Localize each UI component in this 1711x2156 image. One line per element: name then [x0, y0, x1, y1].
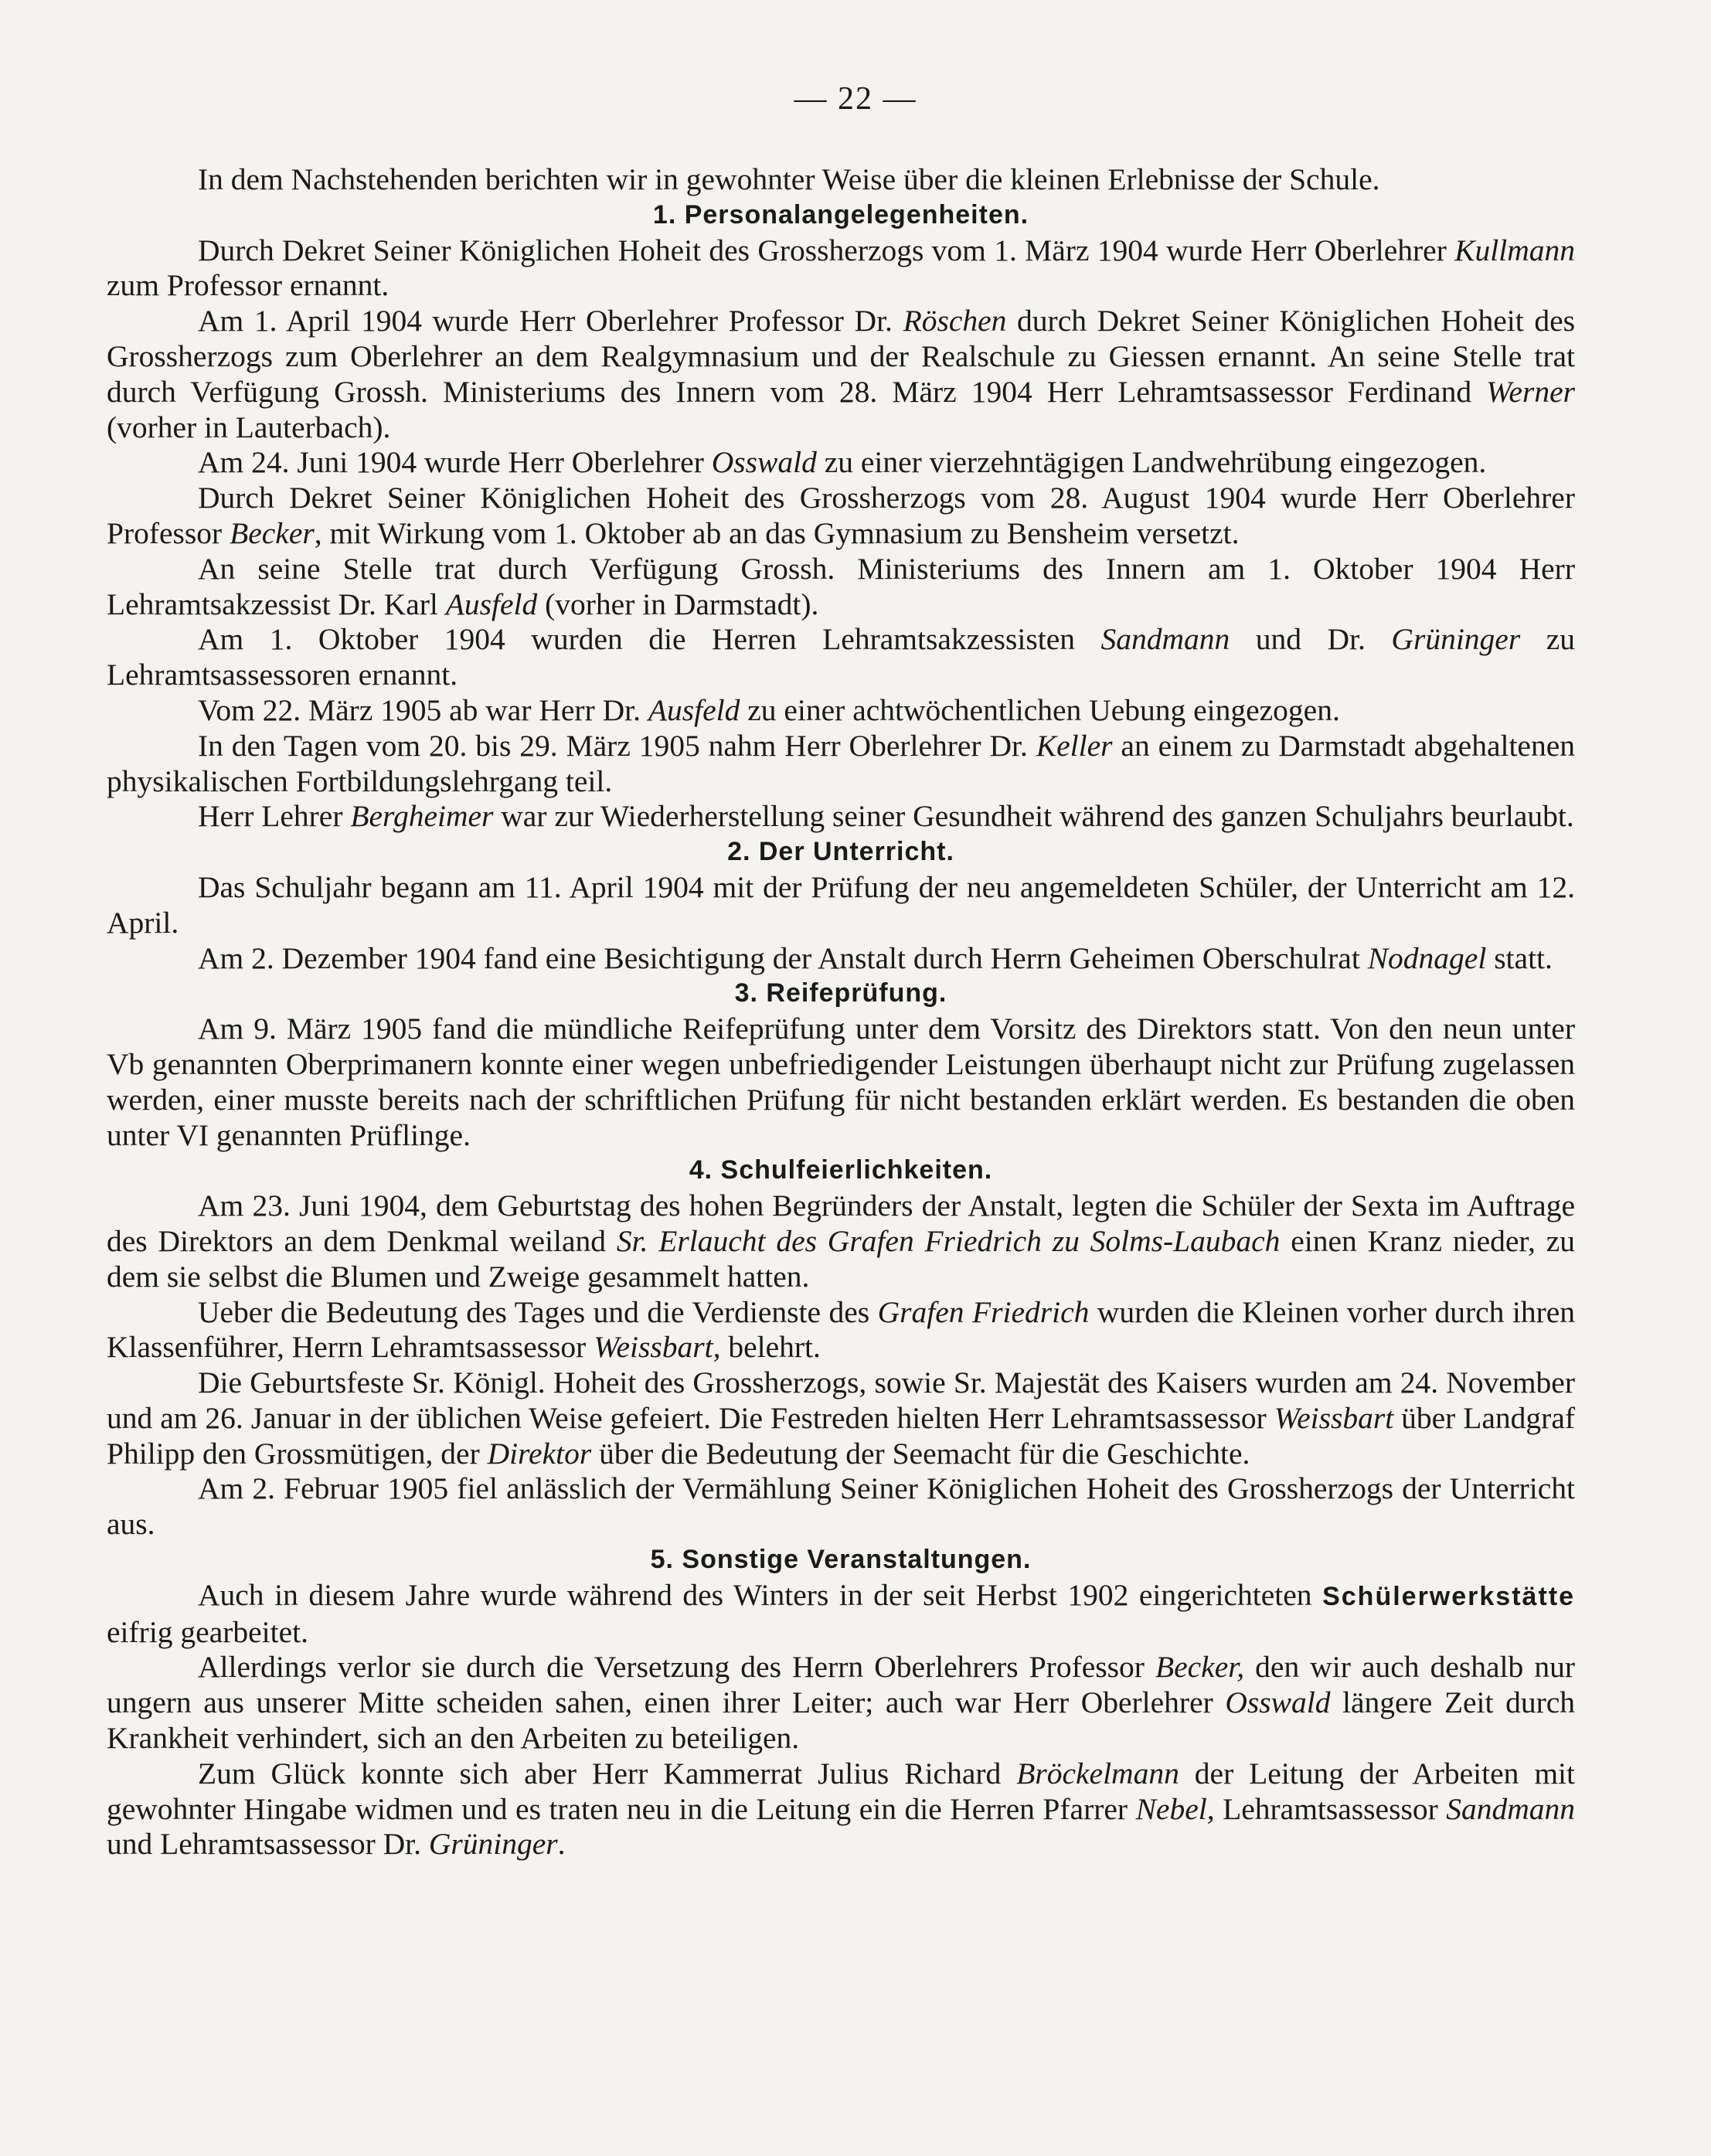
document-body — [107, 162, 1575, 1862]
paragraph: Herr Lehrer Bergheimer war zur Wiederherstellung seiner Gesundheit während des ganzen Schuljahrs beurlaubt. — [198, 799, 1574, 834]
paragraph: Am 24. Juni 1904 wurde Herr Oberlehrer Osswald zu einer vierzehntägigen Landwehrübung eingezogen. — [198, 445, 1487, 480]
paragraph: Durch Dekret Seiner Königlichen Hoheit des Grossherzogs vom 28. August 1904 wurde Herr Oberlehrer Professor Becker, mit Wirkung vom 1. Oktober ab an das Gymnasium zu Bensheim versetzt. — [107, 481, 1575, 550]
paragraph: Am 1. April 1904 wurde Herr Oberlehrer Professor Dr. Röschen durch Dekret Seiner Königlichen Hoheit des Grossherzogs zum Oberlehrer an dem Realgymnasium und der Realschule zu Giessen ernannt. An seine Stelle trat durch Verfügung Grossh. Ministeriums des Innern vom 28. März 1904 Herr Lehramtsassessor Ferdinand Werner (vorher in Lauterbach). — [107, 304, 1575, 444]
page-number: — 22 — — [794, 81, 917, 117]
section-heading-veranstaltungen: 5. Sonstige Veranstaltungen. — [650, 1545, 1032, 1575]
paragraph: Am 9. März 1905 fand die mündliche Reifeprüfung unter dem Vorsitz des Direktors statt. Von den neun unter Vb genannten Oberprimanern konnte einer wegen unbefriedigender Leistungen überhaupt nicht zur Prüfung zugelassen werden, einer musste bereits nach der schriftlichen Prüfung für nicht bestanden erklärt werden. Es bestanden die oben unter VI genannten Prüflinge. — [107, 1012, 1575, 1152]
paragraph: Die Geburtsfeste Sr. Königl. Hoheit des Grossherzogs, sowie Sr. Majestät des Kaisers wurden am 24. November und am 26. Januar in der üblichen Weise gefeiert. Die Festreden hielten Herr Lehramtsassessor Weissbart über Landgraf Philipp den Grossmütigen, der Direktor über die Bedeutung der Seemacht für die Geschichte. — [107, 1365, 1576, 1471]
paragraph: Zum Glück konnte sich aber Herr Kammerrat Julius Richard Bröckelmann der Leitung der Arbeiten mit gewohnter Hingabe widmen und es traten neu in die Leitung ein die Herren Pfarrer Nebel, Lehramtsassessor Sandmann und Lehramtsassessor Dr. Grüninger. — [107, 1756, 1576, 1862]
section-heading-unterricht: 2. Der Unterricht. — [727, 837, 954, 867]
paragraph: Am 1. Oktober 1904 wurden die Herren Lehramtsakzessisten Sandmann und Dr. Grüninger zu Lehramtsassessoren ernannt. — [107, 622, 1575, 692]
paragraph: Vom 22. März 1905 ab war Herr Dr. Ausfeld zu einer achtwöchentlichen Uebung eingezogen. — [198, 692, 1340, 727]
section-heading-reifepruefung: 3. Reifeprüfung. — [734, 978, 947, 1008]
paragraph: Ueber die Bedeutung des Tages und die Verdienste des Grafen Friedrich wurden die Kleinen vorher durch ihren Klassenführer, Herrn Lehramtsassessor Weissbart, belehrt. — [107, 1294, 1576, 1365]
paragraph: Das Schuljahr begann am 11. April 1904 mit der Prüfung der neu angemeldeten Schüler, der Unterricht am 12. April. — [107, 869, 1575, 940]
paragraph: In den Tagen vom 20. bis 29. März 1905 nahm Herr Oberlehrer Dr. Keller an einem zu Darmstadt abgehaltenen physikalischen Fortbildungslehrgang teil. — [107, 728, 1575, 798]
paragraph: Am 2. Dezember 1904 fand eine Besichtigung der Anstalt durch Herrn Geheimen Oberschulrat Nodnagel statt. — [198, 940, 1553, 975]
intro-paragraph: In dem Nachstehenden berichten wir in gewohnter Weise über die kleinen Erlebnisse der Schule. — [198, 162, 1380, 196]
section-heading-schulfeierlichkeiten: 4. Schulfeierlichkeiten. — [689, 1155, 993, 1185]
section-heading-personal: 1. Personalangelegenheiten. — [652, 199, 1029, 230]
paragraph: Am 2. Februar 1905 fiel anlässlich der Vermählung Seiner Königlichen Hoheit des Grossherzogs der Unterricht aus. — [107, 1471, 1575, 1542]
paragraph: Allerdings verlor sie durch die Versetzung des Herrn Oberlehrers Professor Becker, den wir auch deshalb nur ungern aus unserer Mitte scheiden sahen, einen ihrer Leiter; auch war Herr Oberlehrer Osswald längere Zeit durch Krankheit verhindert, sich an den Arbeiten zu beteiligen. — [107, 1650, 1575, 1756]
paragraph: Durch Dekret Seiner Königlichen Hoheit des Grossherzogs vom 1. März 1904 wurde Herr Oberlehrer Kullmann zum Professor ernannt. — [107, 233, 1575, 303]
paragraph: Auch in diesem Jahre wurde während des Winters in der seit Herbst 1902 eingerichteten Schülerwerkstätte eifrig gearbeitet. — [107, 1577, 1575, 1649]
paragraph: Am 23. Juni 1904, dem Geburtstag des hohen Begründers der Anstalt, legten die Schüler der Sexta im Auftrage des Direktors an dem Denkmal weiland Sr. Erlaucht des Grafen Friedrich zu Solms-Laubach einen Kranz nieder, zu dem sie selbst die Blumen und Zweige gesammelt hatten. — [107, 1189, 1575, 1294]
paragraph: An seine Stelle trat durch Verfügung Grossh. Ministeriums des Innern am 1. Oktober 1904 Herr Lehramtsakzessist Dr. Karl Ausfeld (vorher in Darmstadt). — [107, 551, 1575, 621]
